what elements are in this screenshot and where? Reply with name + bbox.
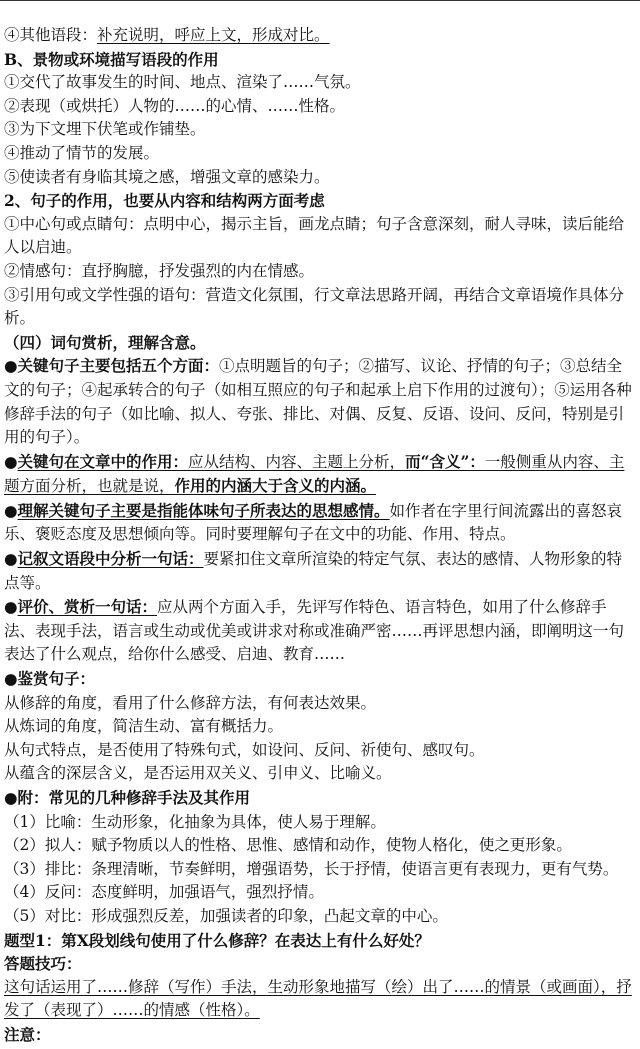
list-item: ②情感句：直抒胸臆，抒发强烈的内在情感。 (4, 261, 315, 280)
list-item: 从修辞的角度，看用了什么修辞方法，有何表达效果。 (4, 693, 377, 712)
bullet-key-sentence-role (4, 450, 634, 499)
list-item: ⑤使读者有身临其境之感，增强文章的感染力。 (4, 167, 330, 186)
heading-word-appreciation: （四）词句赏析，理解含意。 (4, 332, 206, 352)
bullet-appreciate-sentence (4, 667, 634, 692)
bullet-evaluate-sentence (4, 595, 634, 667)
bold-text: 关键句子主要包括五个方面： (17, 356, 220, 376)
bold-text: 附：常见的几种修辞手法及其作用 (17, 788, 251, 807)
underlined-text: 应从结构、内容、主题上分析， (188, 452, 406, 471)
list-item: 从蕴含的深层含义，是否运用双关义、引申义、比喻义。 (4, 764, 392, 783)
heading-sentence-role: 2、句子的作用，也要从内容和结构两方面考虑 (4, 191, 325, 211)
bullet-icon: ● (4, 549, 18, 569)
bold-underlined-text: 评价、赏析一句话： (17, 597, 158, 617)
bullet-understand-key-sentences (4, 499, 634, 547)
answer-tips-heading: 答题技巧： (4, 954, 82, 974)
bold-underlined-text: 作用的内涵大于含义的内涵。 (174, 476, 377, 496)
bullet-icon: ● (4, 451, 18, 471)
bold-underlined-text: 而“含义”： (405, 451, 485, 471)
list-item: ②表现（或烘托）人物的……的心情、……性格。 (4, 96, 346, 115)
note-heading: 注意： (4, 1024, 51, 1044)
text: 如作者在字里行间流露出的喜怒哀乐、褒贬态度及思想倾向等。同时要理解句子在文中的功能、作用、特点。 (4, 501, 623, 544)
list-item: （2）拟人：赋予物质以人的性格、思惟、感情和动作，使物人格化，使之更形象。 (4, 836, 572, 855)
bullet-appendix-rhetoric (4, 786, 634, 811)
text: ④其他语段： (4, 26, 98, 44)
answer-template: 这句话运用了……修辞（写作）手法，生动形象地描写（绘）出了……的情景（或画面），抒发了（表现了）……的情感（性格）。 (4, 977, 632, 1020)
para-other-paragraphs (4, 24, 634, 48)
bold-underlined-text: 记叙文语段中分析一句话： (17, 549, 204, 569)
list-item: ①中心句或点睛句：点明中心，揭示主旨，画龙点睛；句子含意深刻，耐人寻味，读后能给人以启迪。 (4, 214, 625, 257)
underlined-text: 一般侧重从内容、主题方面分析，也就是说， (4, 452, 625, 496)
text: 应从两个方面入手，先评写作特色、语言特色，如用了什么修辞手法、表现手法，语言或生动或优美或讲求对称或准确严密……再评思想内涵，即阐明这一句表达了什么观点，给你什么感受、启迪、教育…… (4, 598, 625, 664)
list-item: ①交代了故事发生的时间、地点、渲染了……气氛。 (4, 73, 361, 92)
question-type-1: 题型1：第X段划线句使用了什么修辞？在表达上有什么好处？ (4, 930, 430, 950)
bullet-icon: ● (4, 669, 18, 689)
top-rule (0, 0, 640, 1)
bullet-icon: ● (4, 356, 18, 376)
list-item: ③为下文埋下伏笔或作铺垫。 (4, 120, 206, 139)
list-item: （1）比喻：生动形象，化抽象为具体，使人易于理解。 (4, 812, 386, 831)
bold-underlined-text: 关键句在文章中的作用： (17, 451, 189, 471)
bullet-key-sentences (4, 354, 634, 449)
list-item: （4）反问：态度鲜明，加强语气，强烈抒情。 (4, 883, 324, 902)
bullet-icon: ● (4, 597, 18, 617)
list-item: （3）排比：条理清晰，节奏鲜明，增强语势，长于抒情，使语言更有表现力，更有气势。 (4, 859, 619, 878)
document-page (4, 24, 634, 1047)
heading-scenery: B、景物或环境描写语段的作用 (4, 49, 219, 69)
bullet-icon: ● (4, 500, 18, 520)
bold-underlined-text: 理解关键句子主要是指能体味句子所表达的思想感情。 (17, 500, 390, 520)
underlined-text: 补充说明，呼应上文，形成对比。 (97, 26, 330, 44)
list-item: 从炼词的角度，简洁生动、富有概括力。 (4, 717, 284, 736)
text: 要紧扣住文章所渲染的特定气氛、表达的感情、人物形象的特点等。 (4, 550, 623, 592)
list-item: 从句式特点，是否使用了特殊句式，如设问、反问、祈使句、感叹句。 (4, 740, 485, 759)
bullet-narrative-analysis (4, 547, 634, 595)
list-item: （5）对比：形成强烈反差，加强读者的印象，凸起文章的中心。 (4, 906, 448, 925)
list-item: ③引用句或文学性强的语句：营造文化氛围，行文章法思路开阔，再结合文章语境作具体分析。 (4, 285, 625, 328)
text: ①点明题旨的句子；②描写、议论、抒情的句子；③总结全文的句子；④起承转合的句子（如相互照应的句子和起承上启下作用的过渡句）；⑤运用各种修辞手法的句子（如比喻、拟人、夸张、排比、对偶、反复、反语、设问、反问，特别是引用的句子）。 (4, 357, 632, 447)
bold-text: 鉴赏句子： (17, 669, 96, 689)
list-item: ④推动了情节的发展。 (4, 143, 160, 162)
bullet-icon: ● (4, 788, 18, 807)
